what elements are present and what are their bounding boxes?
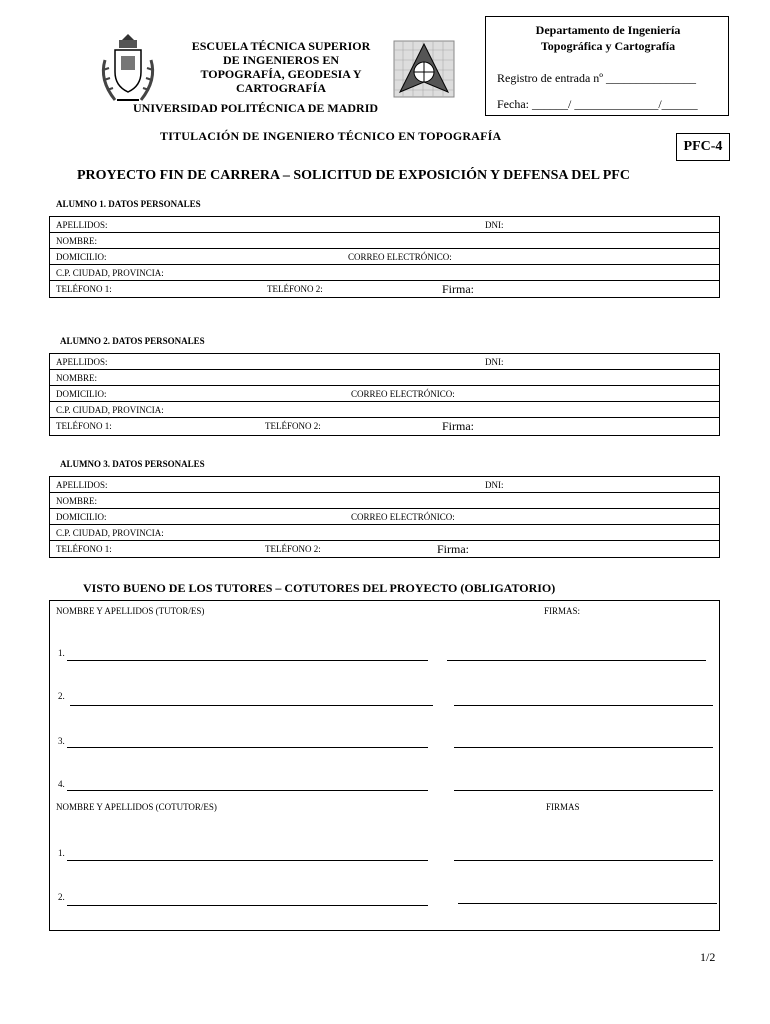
student-3-heading: ALUMNO 3. DATOS PERSONALES — [60, 459, 205, 469]
department-line: Departamento de Ingeniería — [535, 23, 681, 37]
department-logo — [393, 40, 455, 98]
tutor-signature-line[interactable] — [454, 705, 713, 706]
apellidos-row[interactable] — [50, 354, 719, 370]
cp-label: C.P. CIUDAD, PROVINCIA: — [56, 405, 164, 415]
cotutor-header: NOMBRE Y APELLIDOS (COTUTOR/ES) — [56, 802, 217, 812]
domicilio-row[interactable] — [50, 386, 719, 402]
tutors-box — [49, 600, 720, 931]
school-crest-logo — [97, 30, 159, 110]
apellidos-label: APELLIDOS: — [56, 220, 108, 230]
tutor-name-line[interactable] — [70, 705, 433, 706]
nombre-label: NOMBRE: — [56, 236, 98, 246]
firmas-header: FIRMAS — [546, 802, 580, 812]
tutor-name-line[interactable] — [67, 790, 428, 791]
page-title: PROYECTO FIN DE CARRERA – SOLICITUD DE EXPOSICIÓN Y DEFENSA DEL PFC — [77, 168, 630, 183]
domicilio-label: DOMICILIO: — [56, 252, 107, 262]
registration-box — [485, 16, 729, 116]
telefono1-label: TELÉFONO 1: — [56, 284, 112, 294]
domicilio-row[interactable] — [50, 249, 719, 265]
degree-title: TITULACIÓN DE INGENIERO TÉCNICO EN TOPOGRAFÍA — [160, 129, 502, 143]
nombre-label: NOMBRE: — [56, 373, 98, 383]
student-3-table — [49, 476, 720, 558]
telefono2-label: TELÉFONO 2: — [267, 284, 323, 294]
domicilio-row[interactable] — [50, 509, 719, 525]
firma-label: Firma: — [442, 419, 474, 433]
student-2-heading: ALUMNO 2. DATOS PERSONALES — [60, 336, 205, 346]
student-2-table — [49, 353, 720, 436]
tutor-header: NOMBRE Y APELLIDOS (TUTOR/ES) — [56, 606, 205, 616]
firma-label: Firma: — [442, 282, 474, 296]
registro-entrada-field[interactable]: Registro de entrada nº _______________ — [497, 71, 697, 85]
dni-label: DNI: — [485, 357, 504, 367]
apellidos-row[interactable] — [50, 477, 719, 493]
dni-label: DNI: — [485, 220, 504, 230]
telefono-row[interactable] — [50, 418, 719, 436]
tutor-signature-line[interactable] — [454, 790, 713, 791]
nombre-row[interactable] — [50, 370, 719, 386]
cotutor-signature-line[interactable] — [454, 860, 713, 861]
tutor-number: 4. — [58, 779, 65, 789]
cotutor-number: 2. — [58, 892, 65, 902]
cp-label: C.P. CIUDAD, PROVINCIA: — [56, 528, 164, 538]
student-1-heading: ALUMNO 1. DATOS PERSONALES — [56, 199, 201, 209]
firma-label: Firma: — [437, 542, 469, 556]
telefono-row[interactable] — [50, 281, 719, 298]
telefono-row[interactable] — [50, 541, 719, 558]
school-line: CARTOGRAFÍA — [235, 81, 327, 95]
school-line: ESCUELA TÉCNICA SUPERIOR — [191, 39, 371, 53]
nombre-row[interactable] — [50, 233, 719, 249]
tutors-heading: VISTO BUENO DE LOS TUTORES – COTUTORES DEL PROYECTO (OBLIGATORIO) — [83, 581, 556, 595]
cotutor-number: 1. — [58, 848, 65, 858]
domicilio-label: DOMICILIO: — [56, 389, 107, 399]
tutor-number: 1. — [58, 648, 65, 658]
cotutor-name-line[interactable] — [67, 860, 428, 861]
university-name: UNIVERSIDAD POLITÉCNICA DE MADRID — [133, 101, 379, 115]
cotutor-name-line[interactable] — [67, 905, 428, 906]
telefono1-label: TELÉFONO 1: — [56, 421, 112, 431]
cp-row[interactable] — [50, 525, 719, 541]
tutor-signature-line[interactable] — [454, 747, 713, 748]
correo-label: CORREO ELECTRÓNICO: — [348, 252, 452, 262]
fecha-field[interactable]: Fecha: ______/ ______________/______ — [497, 97, 698, 111]
tutor-number: 3. — [58, 736, 65, 746]
department-name — [486, 22, 730, 54]
school-line: DE INGENIEROS EN — [222, 53, 340, 67]
tutor-name-line[interactable] — [67, 747, 428, 748]
tutor-name-line[interactable] — [67, 660, 428, 661]
department-line: Topográfica y Cartografía — [540, 39, 676, 53]
cp-row[interactable] — [50, 402, 719, 418]
student-1-table — [49, 216, 720, 298]
form-code-box: PFC-4 — [676, 133, 730, 161]
nombre-row[interactable] — [50, 493, 719, 509]
school-name — [168, 39, 394, 95]
school-line: TOPOGRAFÍA, GEODESIA Y — [200, 67, 362, 81]
page-number: 1/2 — [700, 950, 716, 964]
nombre-label: NOMBRE: — [56, 496, 98, 506]
tutor-signature-line[interactable] — [447, 660, 706, 661]
domicilio-label: DOMICILIO: — [56, 512, 107, 522]
telefono2-label: TELÉFONO 2: — [265, 421, 321, 431]
apellidos-label: APELLIDOS: — [56, 357, 108, 367]
apellidos-row[interactable] — [50, 217, 719, 233]
cp-row[interactable] — [50, 265, 719, 281]
cotutor-signature-line[interactable] — [458, 903, 717, 904]
correo-label: CORREO ELECTRÓNICO: — [351, 389, 455, 399]
apellidos-label: APELLIDOS: — [56, 480, 108, 490]
dni-label: DNI: — [485, 480, 504, 490]
firmas-header: FIRMAS: — [544, 606, 581, 616]
telefono1-label: TELÉFONO 1: — [56, 544, 112, 554]
correo-label: CORREO ELECTRÓNICO: — [351, 512, 455, 522]
tutor-number: 2. — [58, 691, 65, 701]
cp-label: C.P. CIUDAD, PROVINCIA: — [56, 268, 164, 278]
telefono2-label: TELÉFONO 2: — [265, 544, 321, 554]
